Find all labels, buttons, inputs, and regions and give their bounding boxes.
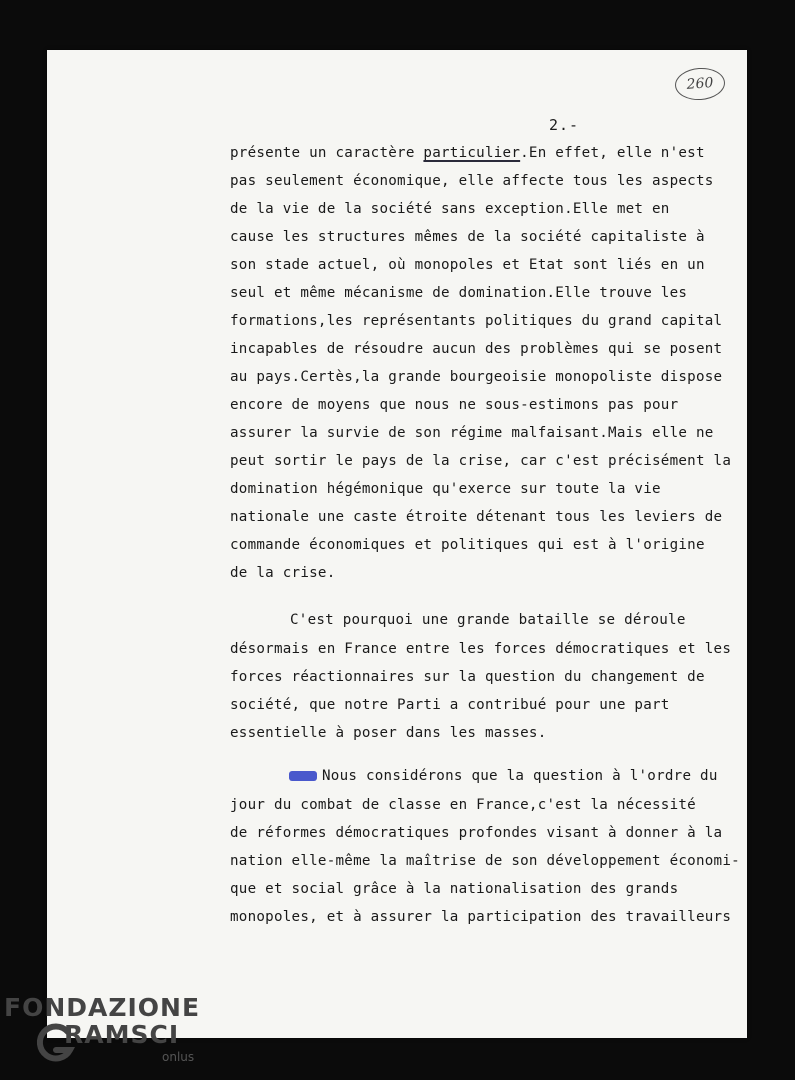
text-line: nationale une caste étroite détenant tous les leviers de [230, 509, 723, 525]
text-line: jour du combat de classe en France,c'est la nécessité [230, 797, 696, 813]
fondazione-gramsci-watermark [0, 990, 200, 1080]
text-line: monopoles, et à assurer la participation des travailleurs [230, 909, 732, 925]
text-line: incapables de résoudre aucun des problèmes qui se posent [230, 341, 723, 357]
text-line: de la crise. [230, 565, 336, 581]
text-line: forces réactionnaires sur la question du changement de [230, 669, 705, 685]
text-line: seul et même mécanisme de domination.Elle trouve les [230, 285, 688, 301]
text-line: formations,les représentants politiques du grand capital [230, 313, 723, 329]
underlined-word: particulier [423, 145, 521, 161]
text-line: Nous considérons que la question à l'ordre du [322, 768, 718, 784]
text-line: commande économiques et politiques qui est à l'origine [230, 537, 705, 553]
blue-ink-mark [289, 771, 317, 781]
archive-number-stamp [674, 66, 726, 101]
text-line: nation elle-même la maîtrise de son développement économi- [230, 853, 740, 869]
text-line: cause les structures mêmes de la société capitaliste à [230, 229, 705, 245]
watermark-line-3: onlus [162, 1050, 195, 1064]
text-line: encore de moyens que nous ne sous-estimons pas pour [230, 397, 679, 413]
text-line: domination hégémonique qu'exerce sur toute la vie [230, 481, 661, 497]
text-line: pas seulement économique, elle affecte tous les aspects [230, 173, 714, 189]
text-line: au pays.Certès,la grande bourgeoisie monopoliste dispose [230, 369, 723, 385]
text-line: peut sortir le pays de la crise, car c'est précisément la [230, 453, 732, 469]
text-line: son stade actuel, où monopoles et Etat sont liés en un [230, 257, 705, 273]
text-line: assurer la survie de son régime malfaisant.Mais elle ne [230, 425, 714, 441]
archive-number: 260 [686, 75, 714, 93]
text-line: que et social grâce à la nationalisation des grands [230, 881, 679, 897]
text-line: société, que notre Parti a contribué pour une part [230, 697, 670, 713]
text-line: C'est pourquoi une grande bataille se déroule [290, 612, 686, 628]
document-page [47, 50, 747, 1038]
text-line: essentielle à poser dans les masses. [230, 725, 547, 741]
page-number: 2.- [549, 116, 580, 134]
watermark-line-2: RAMSCI [64, 1020, 180, 1049]
watermark-line-1: FONDAZIONE [4, 993, 201, 1022]
text-line: désormais en France entre les forces démocratiques et les [230, 641, 732, 657]
text-line: présente un caractère particulier.En effet, elle n'est [230, 145, 705, 161]
text-line: de réformes démocratiques profondes visant à donner à la [230, 825, 723, 841]
text-line: de la vie de la société sans exception.Elle met en [230, 201, 670, 217]
